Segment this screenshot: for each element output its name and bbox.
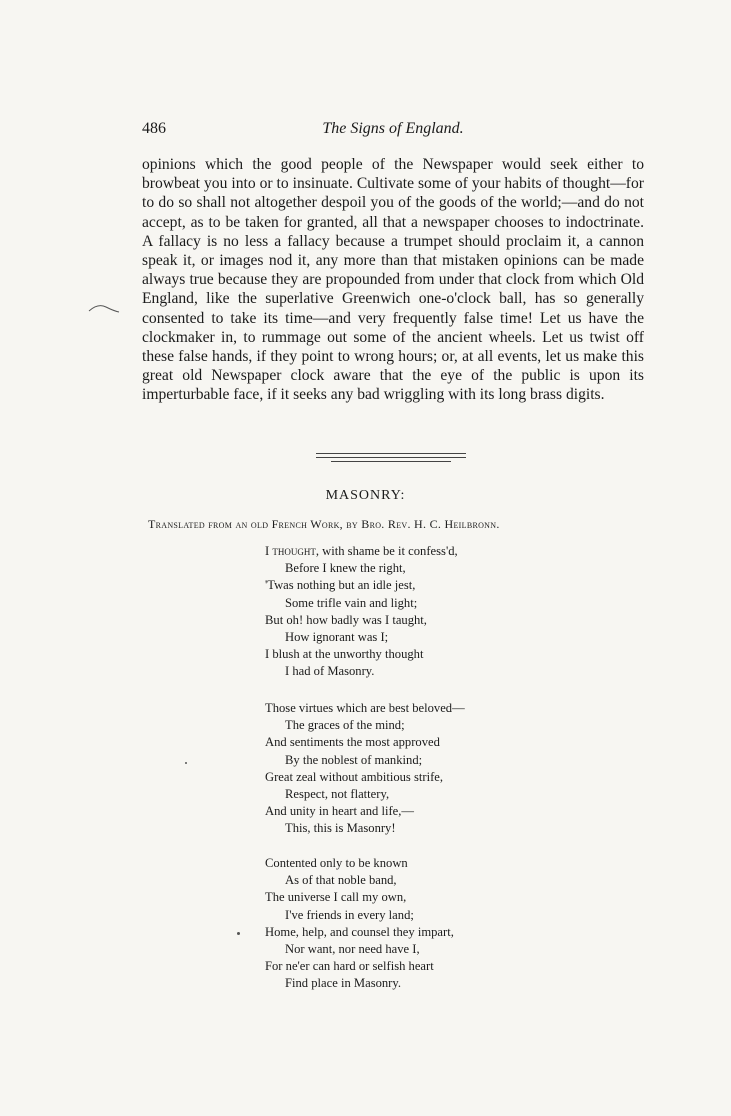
poem-line: I blush at the unworthy thought xyxy=(265,647,424,662)
poem-line: I've friends in every land; xyxy=(285,907,414,922)
paper-speck xyxy=(237,932,240,935)
poem-line: The graces of the mind; xyxy=(285,718,405,733)
poem-line: But oh! how badly was I taught, xyxy=(265,612,427,627)
divider-rule xyxy=(331,461,451,462)
poem-line: As of that noble band, xyxy=(285,873,397,888)
poem-line-text: with shame be it confess'd, xyxy=(318,544,458,558)
section-divider xyxy=(316,453,466,462)
poem-line: 'Twas nothing but an idle jest, xyxy=(265,578,416,593)
poem-line: How ignorant was I; xyxy=(285,630,389,645)
poem-line: Those virtues which are best beloved— xyxy=(265,701,465,715)
poem-line: And sentiments the most approved xyxy=(265,735,440,750)
stanza-3 xyxy=(265,855,625,993)
poem-lead-words: I thought, xyxy=(265,544,319,558)
poem-line: For ne'er can hard or selfish heart xyxy=(265,959,434,974)
poem-line: Nor want, nor need have I, xyxy=(285,942,420,957)
poem-subtitle: Translated from an old French Work, by Bro. Rev. H. C. Heilbronn. xyxy=(148,517,500,531)
poem-line: Before I knew the right, xyxy=(285,561,406,576)
poem-line: I had of Masonry. xyxy=(285,664,375,679)
stanza-2 xyxy=(265,700,625,838)
divider-rule xyxy=(316,453,466,454)
poem-line: Respect, not flattery, xyxy=(285,787,390,802)
stanza-1 xyxy=(265,543,625,681)
poem-line: Home, help, and counsel they impart, xyxy=(265,924,454,939)
poem-line: And unity in heart and life,— xyxy=(265,804,414,819)
divider-rule xyxy=(316,457,466,458)
poem-line: Great zeal without ambitious strife, xyxy=(265,769,444,784)
poem-line: By the noblest of mankind; xyxy=(285,752,423,767)
running-title: The Signs of England. xyxy=(322,120,464,137)
poem-line xyxy=(265,543,625,560)
poem-line: Some trifle vain and light; xyxy=(285,595,418,610)
margin-pencil-mark xyxy=(88,303,120,315)
poem-line: The universe I call my own, xyxy=(265,890,407,905)
poem-line: Find place in Masonry. xyxy=(285,976,402,991)
poem-line: Contented only to be known xyxy=(265,856,408,870)
poem-title: MASONRY: xyxy=(325,488,406,503)
poem-line: This, this is Masonry! xyxy=(285,821,396,836)
prose-paragraph: opinions which the good people of the Newspaper would seek either to browbeat you into or to insinuate. Cultivate some of your habits of thought—for to do so shall not altogether despoil you of the goods of the world;—and do not accept, as to be taken for granted, all that a newspaper chooses to indoctrinate. A fallacy is no less a fallacy because a trumpet should proclaim it, a cannon speak it, or images nod it, any more than that mistaken opinions can be made always true because they are propounded from under that clock from which Old England, like the superlative Greenwich one-o'clock ball, has so generally consented to take its time—and very frequently false time! Let us have the clockmaker in, to rummage out some of the ancient wheels. Let us twist off these false hands, if they point to wrong hours; or, at all events, let us make this great old Newspaper clock aware that the eye of the public is upon its imperturbable face, if it seeks any bad wriggling with its long brass digits. xyxy=(142,156,644,404)
paper-speck xyxy=(185,762,187,764)
page-header xyxy=(142,120,644,144)
page-number: 486 xyxy=(142,120,166,137)
